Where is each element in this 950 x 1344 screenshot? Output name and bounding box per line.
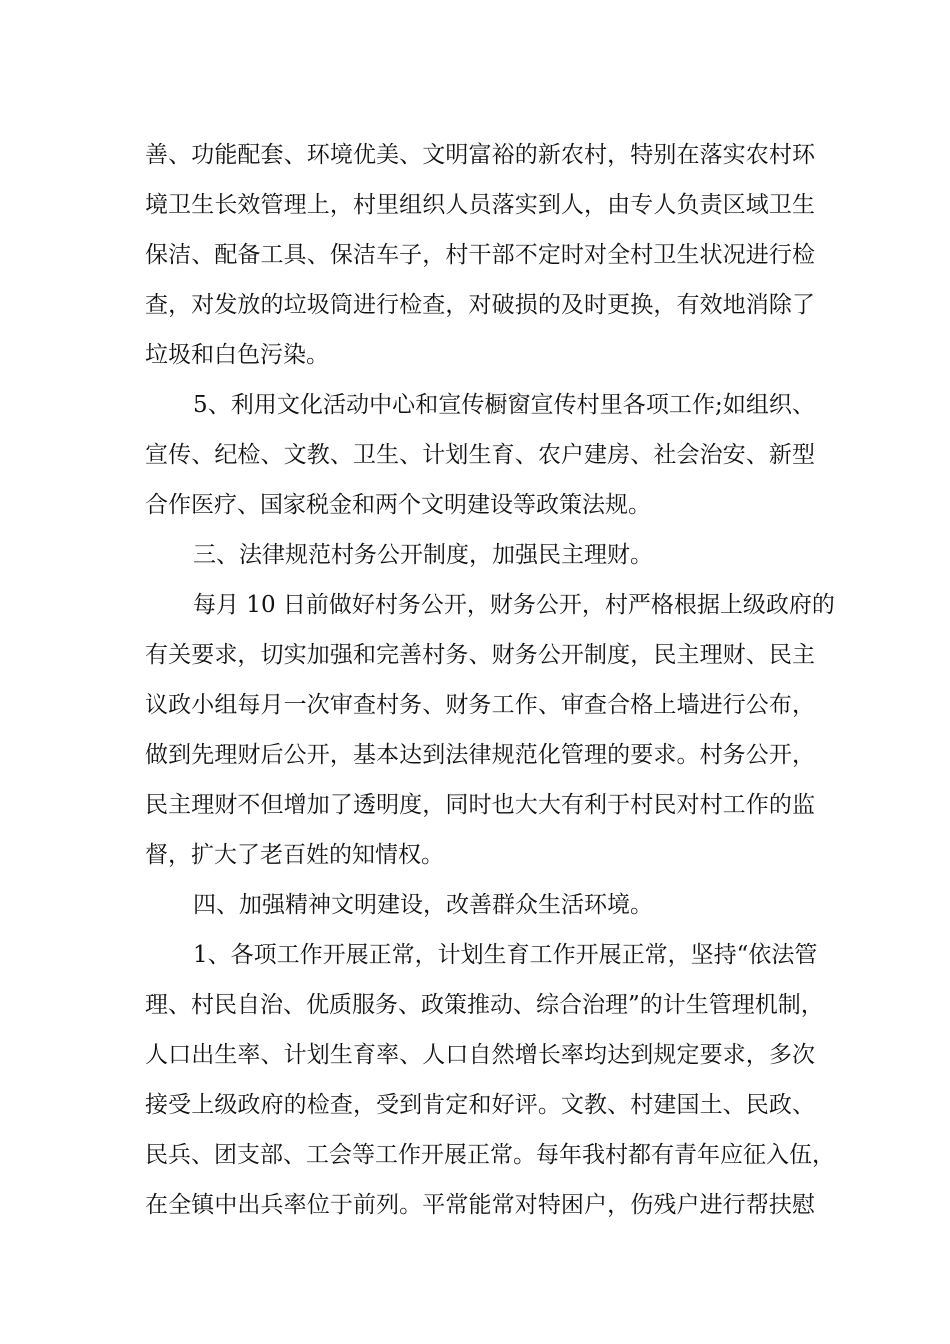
text-line: 人口出生率、计划生育率、人口自然增长率均达到规定要求，多次 [145,1042,815,1068]
paragraph-first-line: 1、各项工作开展正常，计划生育工作开展正常，坚持“依法管 [193,942,818,968]
text-line: 理、村民自治、优质服务、政策推动、综合治理”的计生管理机制， [145,992,824,1018]
text-line: 保洁、配备工具、保洁车子，村干部不定时对全村卫生状况进行检 [145,242,815,268]
text-line: 议政小组每月一次审查村务、财务工作、审查合格上墙进行公布， [145,692,815,718]
text-line: 善、功能配套、环境优美、文明富裕的新农村，特别在落实农村环 [145,142,815,168]
section-heading: 三、法律规范村务公开制度，加强民主理财。 [193,542,653,568]
text-line: 有关要求，切实加强和完善村务、财务公开制度，民主理财、民主 [145,642,815,668]
paragraph-first-line: 每月 10 日前做好村务公开，财务公开，村严格根据上级政府的 [193,592,835,618]
text-line: 境卫生长效管理上，村里组织人员落实到人，由专人负责区域卫生 [145,192,815,218]
text-line: 民兵、团支部、工会等工作开展正常。每年我村都有青年应征入伍， [145,1142,835,1168]
text-line: 接受上级政府的检查，受到肯定和好评。文教、村建国土、民政、 [145,1092,815,1118]
text-line: 宣传、纪检、文教、卫生、计划生育、农户建房、社会治安、新型 [145,442,815,468]
text-line: 查，对发放的垃圾筒进行检查，对破损的及时更换，有效地消除了 [145,292,815,318]
text-line: 督，扩大了老百姓的知情权。 [145,842,444,868]
text-line: 民主理财不但增加了透明度，同时也大大有利于村民对村工作的监 [145,792,815,818]
text-line: 做到先理财后公开，基本达到法律规范化管理的要求。村务公开， [145,742,815,768]
document-body [145,130,835,1230]
text-line: 合作医疗、国家税金和两个文明建设等政策法规。 [145,492,651,518]
paragraph-first-line: 5、利用文化活动中心和宣传橱窗宣传村里各项工作;如组织、 [193,392,815,418]
text-line: 垃圾和白色污染。 [145,342,329,368]
section-heading: 四、加强精神文明建设，改善群众生活环境。 [193,892,653,918]
text-line: 在全镇中出兵率位于前列。平常能常对特困户，伤残户进行帮扶慰 [145,1192,815,1218]
